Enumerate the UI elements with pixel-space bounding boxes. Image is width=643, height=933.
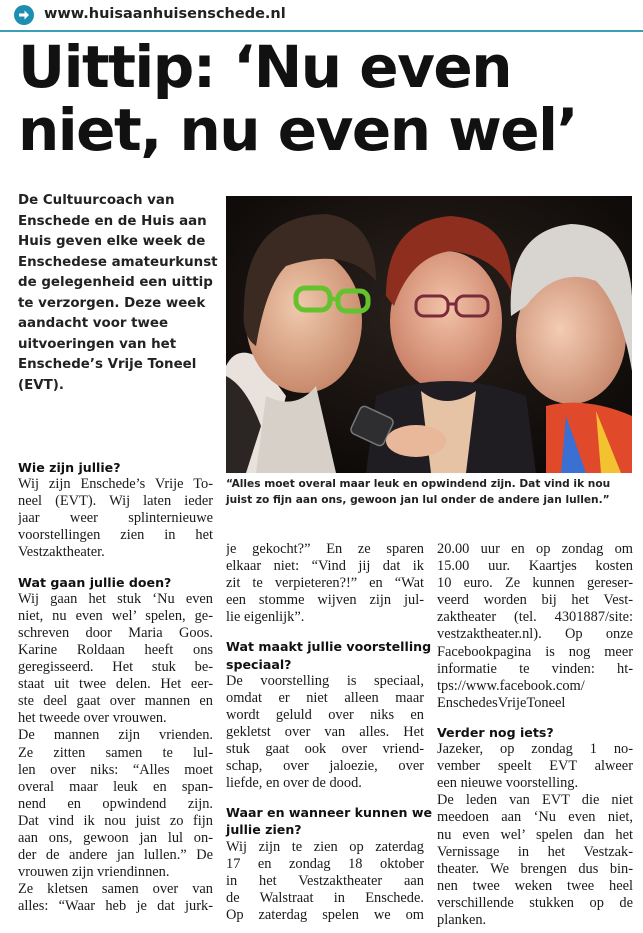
question-heading: Wat gaan jullie doen?: [18, 574, 172, 590]
body-line: aan ons, gewoon jan lul on-: [18, 829, 213, 846]
body-line: het tweede over vrouwen.: [18, 710, 167, 727]
body-line: schap, over jaloezie, over: [226, 758, 424, 775]
body-line: zaktheater (tel. 4301887/site:: [437, 609, 633, 626]
body-line: Ze zitten samen te lul-: [18, 744, 213, 761]
body-line: De leden van EVT die niet: [437, 792, 633, 809]
intro-line: Enschedese amateurkunst: [18, 254, 218, 270]
headline-line: niet, nu even wel’: [18, 96, 578, 164]
body-line: nu even wel’ spelen dan het: [437, 826, 633, 843]
body-line: voorstellingen zien in het: [18, 527, 213, 544]
body-line: geregisseerd. Het stuk be-: [18, 659, 213, 676]
body-line: Vernissage in het Vestzak-: [437, 843, 633, 860]
body-line: len over niks: “Alles moet: [18, 761, 213, 778]
intro-line: (EVT).: [18, 377, 64, 393]
body-line: der de andere jan lullen.” De: [18, 847, 213, 864]
question-heading: Wie zijn jullie?: [18, 460, 121, 475]
caption-line: “Alles moet overal maar leuk en opwindend zijn. Dat vind ik nou: [226, 478, 611, 490]
intro-line: aandacht voor twee: [18, 316, 169, 331]
paragraph-gap: [437, 712, 633, 724]
body-line: Wij zijn te zien op zaterdag: [226, 838, 424, 855]
facebook-link[interactable]: tps://www.facebook.com/: [437, 677, 585, 694]
article-column-2: [226, 541, 433, 924]
page-header: [0, 0, 643, 32]
body-line: een nieuwe voorstelling.: [437, 775, 579, 792]
body-line: Ze kletsen samen over van: [18, 881, 213, 898]
question-heading: speciaal?: [226, 656, 292, 672]
body-line: theater. We brengen dus bin-: [437, 860, 633, 877]
body-line: Dat vind ik nou juist zo fijn: [18, 812, 213, 829]
body-line: De mannen zijn vrienden.: [18, 727, 213, 744]
body-line: 20.00 uur en op zondag om: [437, 541, 633, 557]
question-heading: Wat maakt jullie voorstelling: [226, 639, 432, 655]
body-line: vember speelt EVT alweer: [437, 758, 633, 775]
body-line: 15.00 uur. Kaartjes kosten: [437, 558, 633, 575]
body-line: wordt geluld over niks en: [226, 706, 424, 723]
body-line: stuk gaat ook over vriend-: [226, 741, 424, 758]
article-column-3: [437, 541, 633, 929]
photo-caption: [226, 477, 634, 508]
body-line: schreven door Maria Goos.: [18, 624, 213, 641]
headline-line: Uittip: ‘Nu even: [18, 33, 512, 101]
question-heading: jullie zien?: [226, 822, 302, 838]
intro-line: Enschede’s Vrije Toneel: [18, 357, 197, 372]
body-line: Karine Roldaan heeft ons: [18, 641, 213, 658]
body-line: elkaar niet: “Vind jij dat ik: [226, 558, 424, 575]
body-line: Vestzaktheater.: [18, 544, 105, 561]
body-line: liefde, en over de dood.: [226, 775, 362, 792]
article-photo: [226, 196, 632, 473]
intro-line: De Cultuurcoach van: [18, 193, 175, 208]
body-line: 17 en zondag 18 oktober: [226, 855, 424, 872]
site-url[interactable]: www.huisaanhuisenschede.nl: [44, 6, 286, 22]
body-line: gekletst over van alles. Het: [226, 723, 424, 740]
body-line: Op zaterdag spelen we om: [226, 906, 424, 923]
body-line: de Walstraat in Enschede.: [226, 889, 424, 906]
intro-line: uitvoeringen van het: [18, 336, 177, 352]
body-line: neel (EVT). Wij laten ieder: [18, 493, 213, 510]
body-line: overal maar leuk en span-: [18, 778, 213, 795]
body-line: Wij gaan het stuk ‘Nu even: [18, 590, 213, 607]
body-line: planken.: [437, 911, 487, 928]
caption-line: juist zo fijn aan ons, gewoon jan lul onder de andere jan lullen.”: [226, 493, 610, 506]
body-line: informatie te vinden: ht-: [437, 660, 633, 677]
headline: [18, 33, 638, 164]
body-line: in het Vestzaktheater aan: [226, 872, 424, 889]
article-column-1: [18, 459, 213, 915]
paragraph-gap: [226, 792, 424, 804]
question-heading: Verder nog iets?: [437, 724, 554, 740]
body-line: een stomme wijven zijn jul-: [226, 592, 424, 609]
body-line: verschillende stukken op de: [437, 894, 633, 911]
body-line: ste deel gaat over mannen en: [18, 693, 213, 710]
intro-line: te verzorgen. Deze week: [18, 295, 206, 311]
three-women-photo: [226, 196, 632, 473]
body-line: nen twee weken twee heel: [437, 877, 633, 894]
paragraph-gap: [226, 626, 424, 638]
intro-line: Enschede en de Huis aan: [18, 213, 207, 229]
body-line: veerd worden bij het Vest-: [437, 592, 633, 609]
body-line: lie eigenlijk”.: [226, 609, 305, 626]
intro-paragraph: [18, 191, 218, 396]
body-line: nend en opwindend zijn.: [18, 795, 213, 812]
intro-line: de gelegenheid een uittip: [18, 275, 213, 290]
body-line: De voorstelling is speciaal,: [226, 672, 424, 689]
intro-line: Huis geven elke week de: [18, 234, 206, 249]
body-line: 10 euro. Ze kunnen gereser-: [437, 575, 633, 592]
question-heading: Waar en wanneer kunnen we: [226, 805, 433, 821]
right-arrow-circle-icon: [14, 5, 34, 25]
body-line: jaar weer splinternieuwe: [18, 510, 213, 527]
body-line: vestzaktheater.nl). Op onze: [437, 626, 633, 643]
paragraph-gap: [18, 562, 213, 574]
body-line: staat uit twee delen. Het eer-: [18, 676, 213, 693]
facebook-link[interactable]: EnschedesVrijeToneel: [437, 694, 566, 711]
body-line: Facebookpagina is nog meer: [437, 643, 633, 660]
body-line: niet, nu even wel’ spelen, ge-: [18, 607, 213, 624]
body-line: omdat er niet alleen maar: [226, 689, 424, 706]
body-line: vrouwen zijn vriendinnen.: [18, 864, 170, 881]
body-line: Wij zijn Enschede’s Vrije To-: [18, 476, 213, 493]
body-line: je gekocht?” En ze sparen: [226, 541, 424, 557]
body-line: alles: “Waar heb je dat jurk-: [18, 898, 213, 915]
body-line: zit te verpieteren?!” en “Wat: [226, 575, 424, 592]
body-line: meedoen aan ‘Nu even niet,: [437, 809, 633, 826]
body-line: Jazeker, op zondag 1 no-: [437, 741, 633, 758]
